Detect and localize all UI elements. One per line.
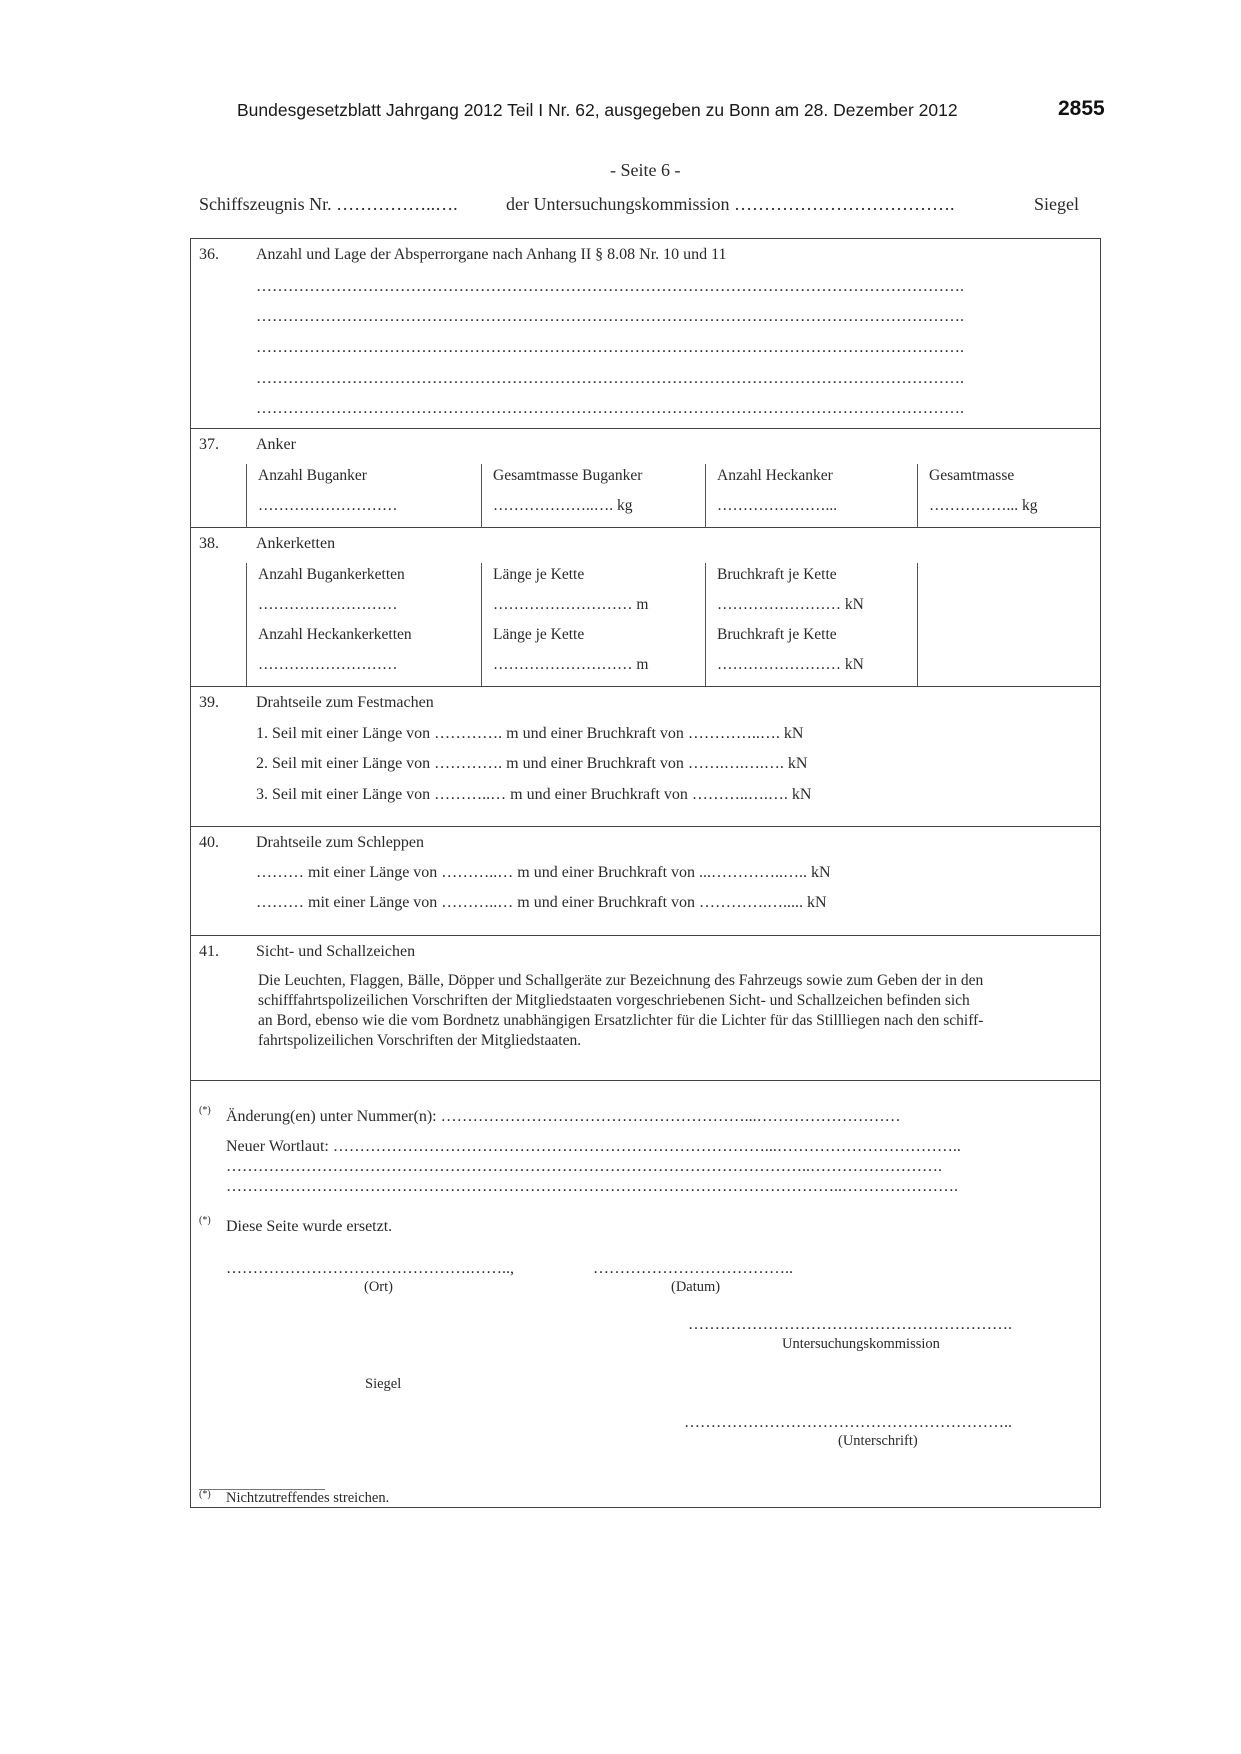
header-seal: Siegel xyxy=(1034,194,1079,214)
gazette-header: Bundesgesetzblatt Jahrgang 2012 Teil I Nr. 62, ausgegeben zu Bonn am 28. Dezember 2012 xyxy=(237,100,958,120)
signature-label: (Unterschrift) xyxy=(838,1433,918,1449)
paragraph-line: schifffahrtspolizeilichen Vorschriften der Mitgliedstaaten vorgeschriebenen Sicht- und Schallzeichen befinden sich xyxy=(258,992,970,1009)
stern-anchor-count-label: Anzahl Heckanker xyxy=(717,467,833,484)
paragraph-line: Die Leuchten, Flaggen, Bälle, Döpper und Schallgeräte zur Bezeichnung des Fahrzeugs sowie zum Geben der in den xyxy=(258,972,984,989)
section-number: 41. xyxy=(199,943,219,960)
form-page-label: - Seite 6 - xyxy=(610,160,681,180)
mooring-rope-line[interactable]: 3. Seil mit einer Länge von ………..… m und einer Bruchkraft von ………..….…. kN xyxy=(256,786,812,803)
bow-anchor-mass-field[interactable]: ………………..…. kg xyxy=(493,497,633,514)
section-number: 38. xyxy=(199,535,219,552)
signals-paragraph xyxy=(258,971,1088,1051)
stern-chain-strength-field[interactable]: …………………… kN xyxy=(717,656,864,673)
column-rule xyxy=(917,563,918,686)
dotted-line[interactable]: ……………………………………………………………………………………………………………………. xyxy=(256,400,964,417)
seal-label: Siegel xyxy=(365,1376,402,1392)
stern-chain-count-field[interactable]: ……………………… xyxy=(258,656,398,673)
column-rule xyxy=(705,563,706,686)
divider xyxy=(190,1080,1101,1081)
bow-chain-length-label: Länge je Kette xyxy=(493,566,585,583)
section-title: Anker xyxy=(256,436,296,453)
dotted-line[interactable]: ……………………………………………………………………………………………………………………. xyxy=(256,308,964,325)
column-rule xyxy=(481,464,482,527)
date-field[interactable]: ……………………………….. xyxy=(593,1260,793,1277)
stern-chain-length-field[interactable]: ……………………… m xyxy=(493,656,649,673)
bow-chain-strength-field[interactable]: …………………… kN xyxy=(717,596,864,613)
divider xyxy=(190,527,1101,528)
divider xyxy=(190,826,1101,827)
column-rule xyxy=(705,464,706,527)
signature-field[interactable]: …………………………………………………….. xyxy=(684,1414,1012,1431)
new-wording-field[interactable]: Neuer Wortlaut: ………………………………………………………………………...…………………………….. xyxy=(226,1138,961,1155)
bow-anchor-mass-label: Gesamtmasse Buganker xyxy=(493,467,643,484)
mooring-rope-line[interactable]: 2. Seil mit einer Länge von …………. m und einer Bruchkraft von …….….….…. kN xyxy=(256,755,808,772)
commission-line: der Untersuchungskommission ………………………………. xyxy=(506,194,955,214)
bow-chain-strength-label: Bruchkraft je Kette xyxy=(717,566,837,583)
asterisk-marker: (*) xyxy=(199,1215,211,1226)
section-title: Sicht- und Schallzeichen xyxy=(256,943,416,960)
new-wording-line[interactable]: ………………………………………………………………………………………………..……………………. xyxy=(226,1158,942,1175)
date-label: (Datum) xyxy=(671,1279,721,1295)
column-rule xyxy=(246,563,247,686)
section-number: 37. xyxy=(199,436,219,453)
commission-field[interactable]: ……………………………………………………. xyxy=(688,1316,1012,1333)
paragraph-line: fahrtspolizeilichen Vorschriften der Mitgliedstaaten. xyxy=(258,1032,582,1049)
asterisk-marker: (*) xyxy=(199,1105,211,1116)
column-rule xyxy=(481,563,482,686)
divider xyxy=(190,686,1101,687)
stern-anchor-mass-label: Gesamtmasse xyxy=(929,467,1015,484)
stern-chain-strength-label: Bruchkraft je Kette xyxy=(717,626,837,643)
mooring-rope-line[interactable]: 1. Seil mit einer Länge von …………. m und einer Bruchkraft von …………..…. kN xyxy=(256,725,804,742)
column-rule xyxy=(246,464,247,527)
column-rule xyxy=(917,464,918,527)
section-number: 36. xyxy=(199,246,219,263)
stern-chain-count-label: Anzahl Heckankerketten xyxy=(258,626,412,643)
section-title: Drahtseile zum Schleppen xyxy=(256,834,424,851)
bow-chain-length-field[interactable]: ……………………… m xyxy=(493,596,649,613)
dotted-line[interactable]: ……………………………………………………………………………………………………………………. xyxy=(256,278,964,295)
stern-anchor-count-field[interactable]: …………………... xyxy=(717,497,838,514)
place-label: (Ort) xyxy=(364,1279,393,1295)
towing-rope-line[interactable]: ……… mit einer Länge von ………..… m und einer Bruchkraft von ...…………..….. kN xyxy=(256,864,831,881)
bow-chain-count-field[interactable]: ……………………… xyxy=(258,596,398,613)
place-field[interactable]: ……………………………………….…….., xyxy=(226,1260,514,1277)
footnote-marker: (*) xyxy=(199,1489,211,1500)
divider xyxy=(190,935,1101,936)
commission-label: Untersuchungskommission xyxy=(782,1336,940,1352)
divider xyxy=(190,428,1101,429)
dotted-line[interactable]: ……………………………………………………………………………………………………………………. xyxy=(256,370,964,387)
bow-anchor-count-label: Anzahl Buganker xyxy=(258,467,367,484)
section-title: Drahtseile zum Festmachen xyxy=(256,694,434,711)
section-number: 39. xyxy=(199,694,219,711)
dotted-line[interactable]: ……………………………………………………………………………………………………………………. xyxy=(256,339,964,356)
section-title: Ankerketten xyxy=(256,535,336,552)
footnote-text: Nichtzutreffendes streichen. xyxy=(226,1490,390,1506)
towing-rope-line[interactable]: ……… mit einer Länge von ………..… m und einer Bruchkraft von ………….…..... kN xyxy=(256,894,827,911)
page-number: 2855 xyxy=(1058,97,1105,120)
stern-anchor-mass-field[interactable]: ……………... kg xyxy=(929,497,1038,514)
section-title: Anzahl und Lage der Absperrorgane nach Anhang II § 8.08 Nr. 10 und 11 xyxy=(256,246,727,263)
amended-numbers-field[interactable]: Änderung(en) unter Nummer(n): …………………………………………………...……………………… xyxy=(226,1108,901,1125)
certificate-number: Schiffszeugnis Nr. ……………..…. xyxy=(199,194,458,214)
bow-chain-count-label: Anzahl Bugankerketten xyxy=(258,566,405,583)
page-replaced-note: Diese Seite wurde ersetzt. xyxy=(226,1218,393,1235)
section-number: 40. xyxy=(199,834,219,851)
paragraph-line: an Bord, ebenso wie die vom Bordnetz unabhängigen Ersatzlichter für die Lichter für das Stillliegen nach den schiff- xyxy=(258,1012,984,1029)
new-wording-line[interactable]: ……………………………………………………………………………………………………..…………………. xyxy=(226,1178,958,1195)
bow-anchor-count-field[interactable]: ……………………… xyxy=(258,497,398,514)
stern-chain-length-label: Länge je Kette xyxy=(493,626,585,643)
